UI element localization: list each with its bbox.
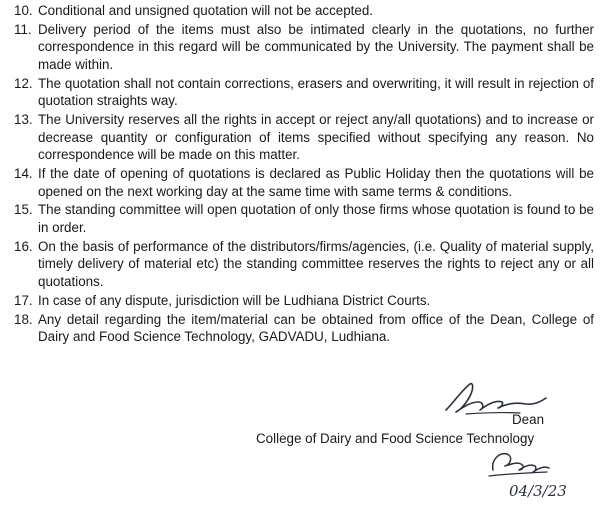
clause-text: Delivery period of the items must also be intimated clearly in the quotations, no further correspondence in this regard will be communicated by the University. The payment shall be made within. [38, 21, 594, 72]
clause-15 [14, 201, 594, 236]
clause-11 [14, 21, 594, 74]
clause-number: 10. [14, 3, 33, 18]
clause-12 [14, 75, 594, 110]
handwritten-date: 04/3/23 [509, 482, 567, 500]
clause-14 [14, 165, 594, 200]
clause-text: If the date of opening of quotations is declared as Public Holiday then the quotations will be opened on the next working day at the same time with same terms & conditions. [38, 166, 594, 199]
clause-number: 13. [14, 112, 33, 128]
clause-number: 11. [14, 21, 32, 37]
clause-number: 12. [14, 75, 33, 91]
handwritten-initials-date [485, 446, 585, 506]
clause-text: The University reserves all the rights in accept or reject any/all quotations) and to increase or decrease quantity or configuration of items specified without specifying any reason. No correspondence will be made on this matter. [38, 112, 594, 163]
clause-text: Conditional and unsigned quotation will not be accepted. [38, 3, 374, 18]
clause-16 [14, 238, 594, 291]
clause-text: Any detail regarding the item/material can be obtained from office of the Dean, College of Dairy and Food Science Technology, GADVADU, Ludhiana. [38, 311, 594, 345]
clause-18 [14, 311, 594, 346]
clause-number: 16. [14, 238, 33, 254]
clause-number: 18. [14, 311, 33, 327]
clause-number: 15. [14, 202, 33, 218]
terms-list [14, 2, 594, 347]
clause-17 [14, 292, 594, 310]
clause-number: 17. [14, 292, 33, 308]
clause-text: The quotation shall not contain corrections, erasers and overwriting, it will result in rejection of quotation straights way. [38, 75, 594, 109]
clause-text: In case of any dispute, jurisdiction will be Ludhiana District Courts. [38, 292, 431, 308]
signatory-organization: College of Dairy and Food Science Technology [256, 431, 535, 446]
signature-block [0, 376, 607, 509]
clause-10 [14, 2, 594, 20]
signatory-title: Dean [512, 412, 545, 427]
clause-text: On the basis of performance of the distributors/firms/agencies, (i.e. Quality of material supply, timely delivery of material etc) the standing committee reserves the rights to reject any or all quotations. [38, 238, 594, 290]
clause-text: The standing committee will open quotation of only those firms whose quotation is found to be in order. [38, 202, 594, 236]
clause-13 [14, 111, 594, 164]
clause-number: 14. [14, 166, 33, 182]
